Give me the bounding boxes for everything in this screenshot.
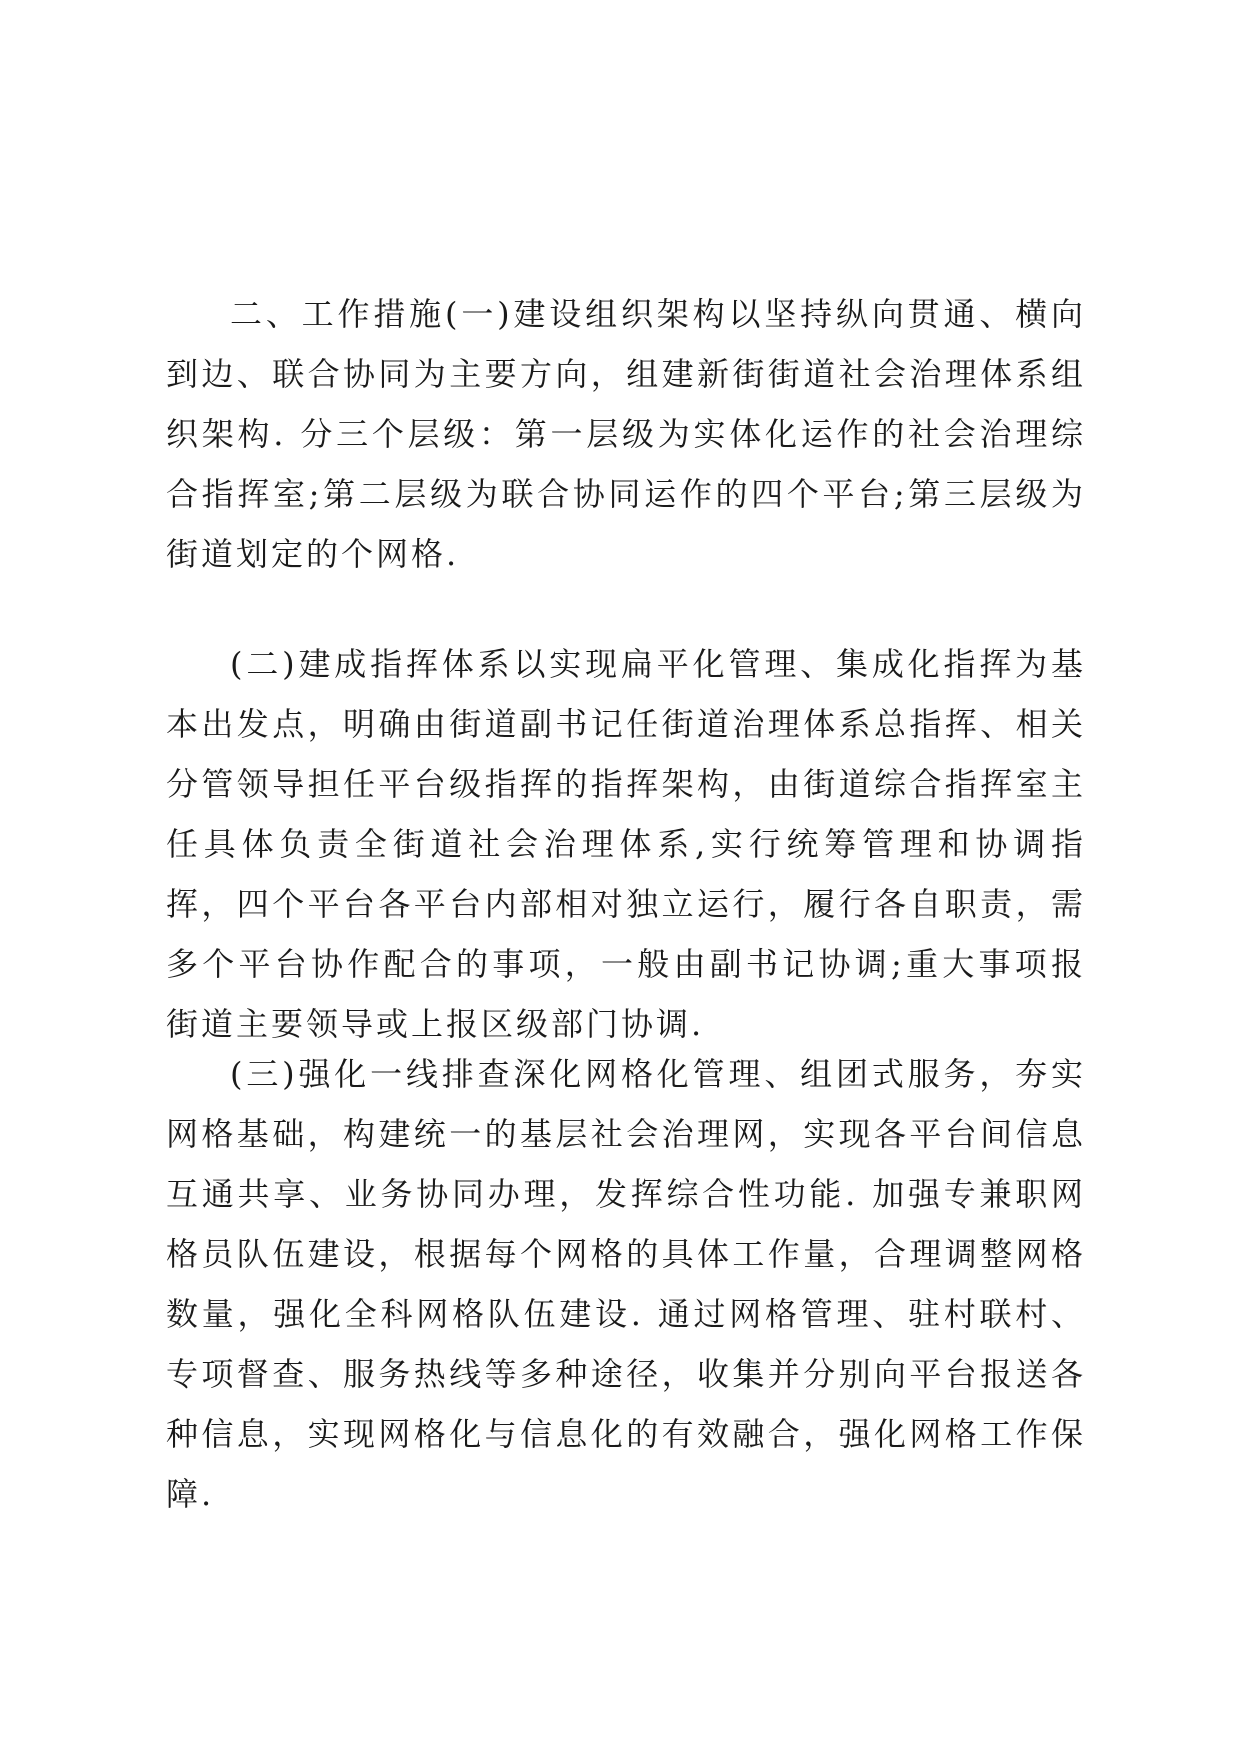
paragraph-work-measures-3: (三)强化一线排查深化网格化管理、组团式服务，夯实网格基础，构建统一的基层社会治理网，实现各平台间信息互通共享、业务协同办理，发挥综合性功能. 加强专兼职网格员队伍建设，根据每个网格的具体工作量，合理调整网格数量，强化全科网格队伍建设. 通过网格管理、驻村联村、专项督查、服务热线等多种途径，收集并分别向平台报送各种信息，实现网格化与信息化的有效融合，强化网格工作保障. — [166, 1055, 1086, 1513]
paragraph-work-measures-1: 二、工作措施(一)建设组织架构以坚持纵向贯通、横向到边、联合协同为主要方向，组建新街街道社会治理体系组织架构. 分三个层级：第一层级为实体化运作的社会治理综合指挥室;第二层级为联合协同运作的四个平台;第三层级为街道划定的个网格. — [166, 295, 1086, 573]
paragraph-work-measures-2: (二)建成指挥体系以实现扁平化管理、集成化指挥为基本出发点，明确由街道副书记任街道治理体系总指挥、相关分管领导担任平台级指挥的指挥架构，由街道综合指挥室主任具体负责全街道社会治理体系,实行统筹管理和协调指挥，四个平台各平台内部相对独立运行，履行各自职责，需多个平台协作配合的事项，一般由副书记协调;重大事项报街道主要领导或上报区级部门协调. — [166, 645, 1086, 1043]
